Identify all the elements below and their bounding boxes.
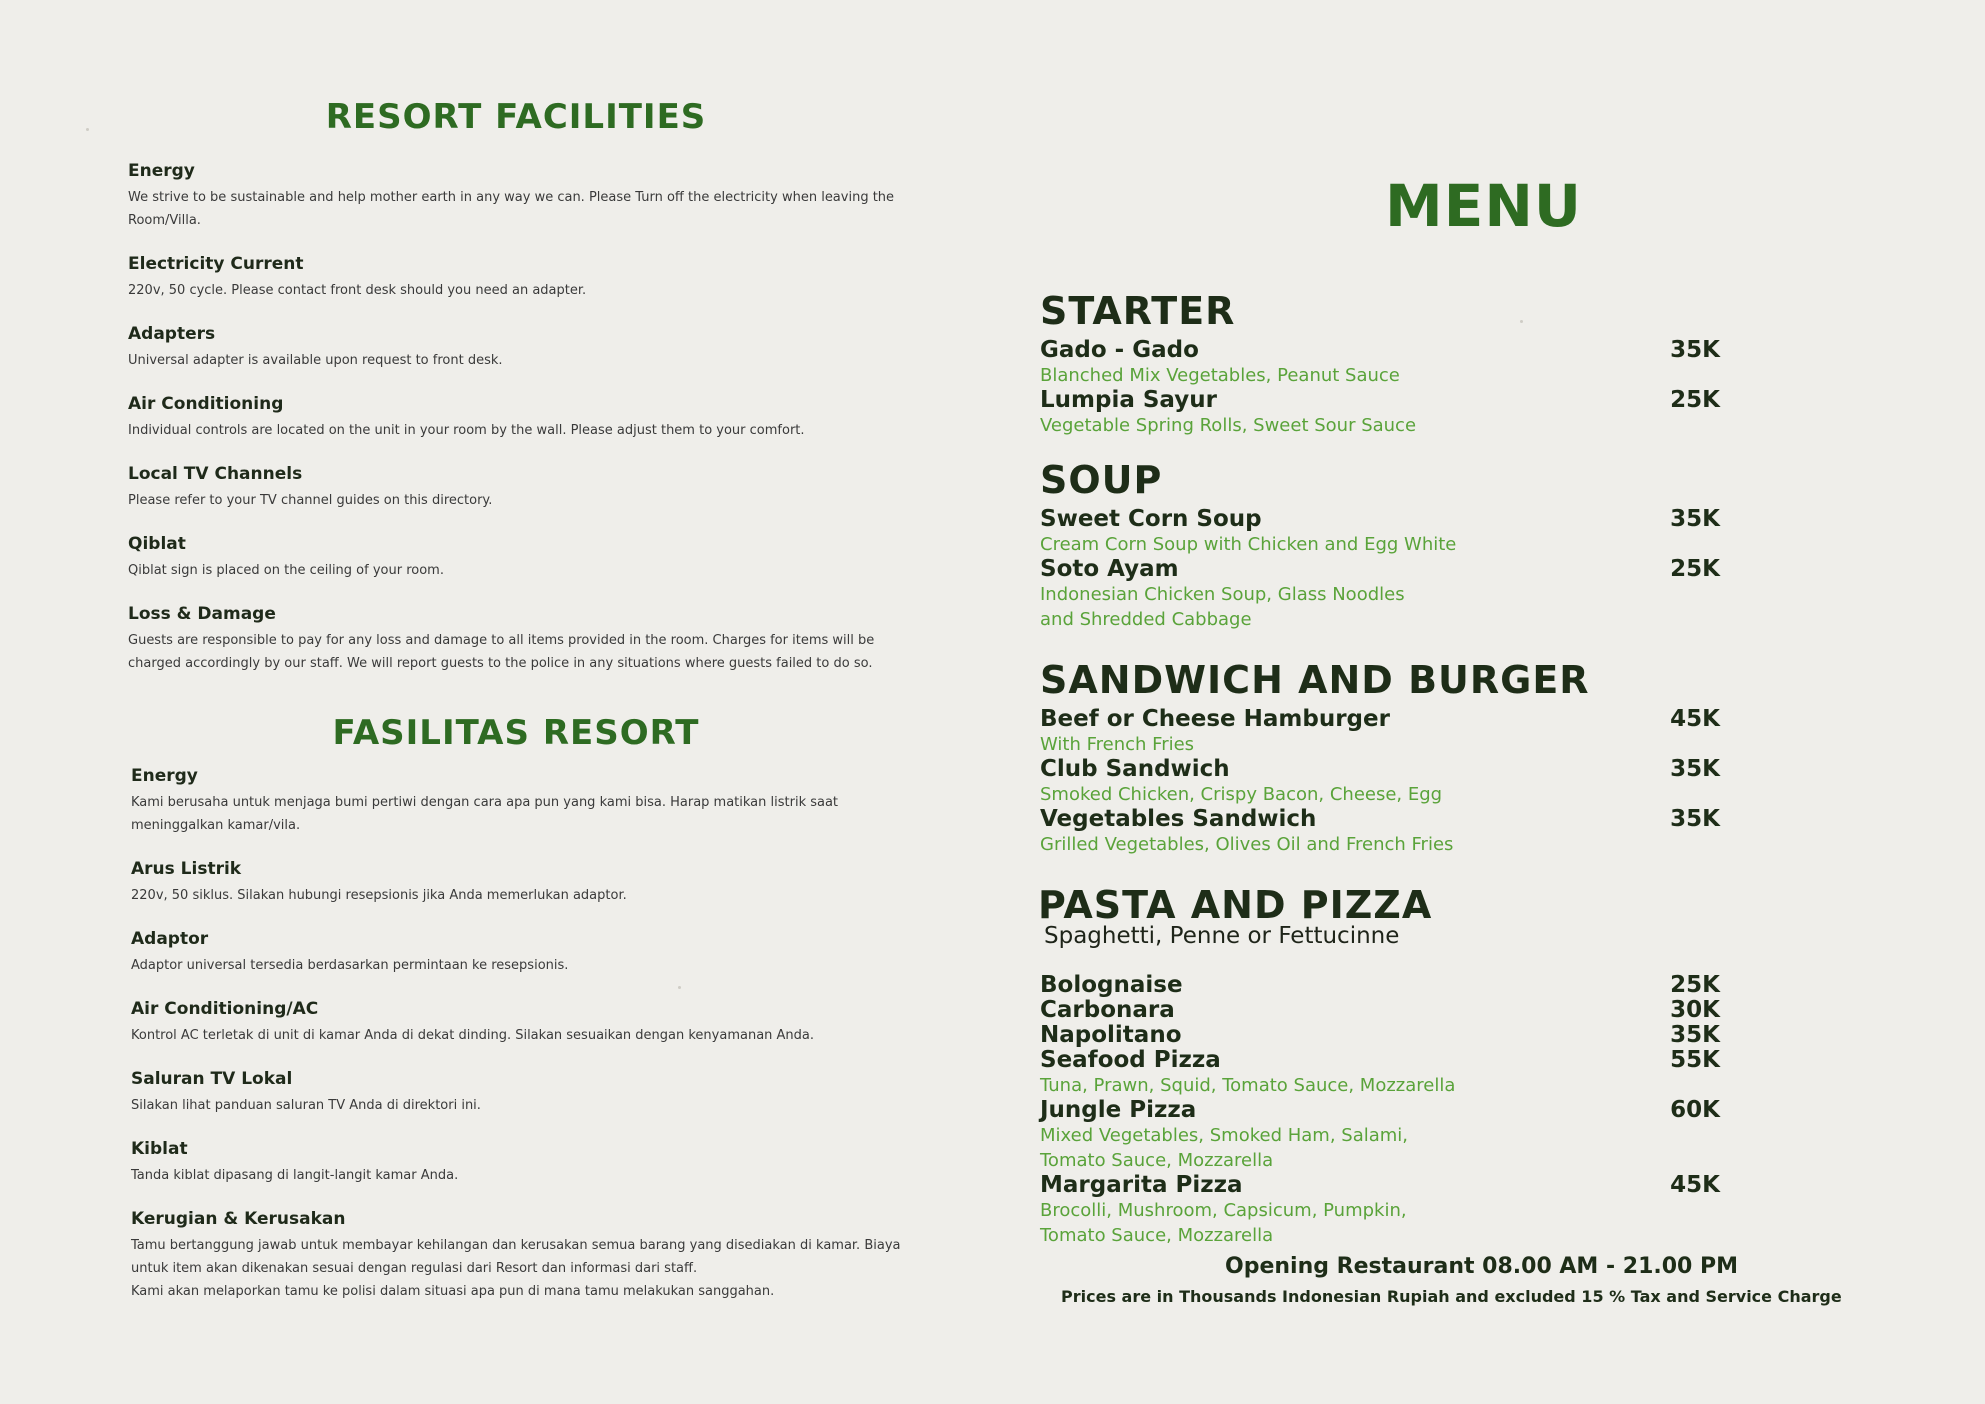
section-title-pasta-pizza: PASTA AND PIZZA [1038, 883, 1433, 927]
menu-item [1040, 556, 1720, 632]
paper-speck [1520, 320, 1523, 323]
menu-item [1040, 997, 1720, 1023]
facility-item [131, 998, 911, 1047]
facility-heading: Kerugian & Kerusakan [131, 1209, 346, 1229]
menu-item-desc: Mixed Vegetables, Smoked Ham, Salami, [1040, 1125, 1409, 1146]
menu-item [1040, 1022, 1720, 1048]
menu-item-name: Gado - Gado [1040, 337, 1199, 363]
paper-speck [86, 128, 89, 131]
facility-item [128, 160, 908, 232]
facility-text: Adaptor universal tersedia berdasarkan permintaan ke resepsionis. [131, 958, 569, 973]
facility-item [131, 1208, 911, 1303]
menu-item-desc: Tuna, Prawn, Squid, Tomato Sauce, Mozzarella [1040, 1075, 1456, 1096]
menu-item [1040, 1172, 1720, 1248]
facility-heading: Adapters [128, 324, 216, 344]
facility-text: We strive to be sustainable and help mother earth in any way we can. Please Turn off the electricity when leaving the Room/Villa. [128, 190, 895, 228]
facility-item [131, 858, 911, 907]
facility-item [128, 323, 908, 372]
menu-item-price: 35K [1670, 506, 1720, 532]
menu-item-price: 35K [1670, 756, 1720, 782]
facility-heading: Qiblat [128, 534, 186, 554]
facility-text: Kami akan melaporkan tamu ke polisi dalam situasi apa pun di mana tamu melakukan sanggahan. [131, 1284, 775, 1299]
menu-item-name: Lumpia Sayur [1040, 387, 1217, 413]
price-note: Prices are in Thousands Indonesian Rupiah and excluded 15 % Tax and Service Charge [1061, 1287, 1842, 1306]
facility-heading: Kiblat [131, 1139, 188, 1159]
menu-item-name: Carbonara [1040, 997, 1175, 1023]
menu-item-price: 45K [1670, 1172, 1720, 1198]
facility-text: Individual controls are located on the unit in your room by the wall. Please adjust them to your comfort. [128, 423, 805, 438]
facility-text: Silakan lihat panduan saluran TV Anda di direktori ini. [131, 1098, 481, 1113]
menu-item [1040, 1097, 1720, 1173]
section-title-soup: SOUP [1040, 458, 1163, 502]
menu-item-desc: Vegetable Spring Rolls, Sweet Sour Sauce [1040, 415, 1417, 436]
facility-text: Universal adapter is available upon request to front desk. [128, 353, 503, 368]
section-title-sandwich-burger: SANDWICH AND BURGER [1040, 658, 1590, 702]
menu-item-desc: Smoked Chicken, Crispy Bacon, Cheese, Egg [1040, 784, 1443, 805]
facility-heading: Air Conditioning [128, 394, 284, 414]
menu-item [1040, 506, 1720, 557]
menu-item-price: 60K [1670, 1097, 1720, 1123]
facility-text: Guests are responsible to pay for any loss and damage to all items provided in the room. Charges for items will be charged accordingly by our staff. We will report guests to the police in any situations where guests failed to do so. [128, 633, 875, 671]
menu-item-price: 35K [1670, 1022, 1720, 1048]
facility-heading: Energy [128, 161, 195, 181]
facility-text: Tanda kiblat dipasang di langit-langit kamar Anda. [131, 1168, 459, 1183]
paper-speck [678, 986, 681, 989]
facility-heading: Electricity Current [128, 254, 304, 274]
menu-item-desc: Indonesian Chicken Soup, Glass Noodles [1040, 584, 1405, 605]
menu-item-desc: Blanched Mix Vegetables, Peanut Sauce [1040, 365, 1400, 386]
menu-item-name: Seafood Pizza [1040, 1047, 1221, 1073]
menu-item-price: 25K [1670, 972, 1720, 998]
facility-item [131, 1068, 911, 1117]
facility-heading: Local TV Channels [128, 464, 303, 484]
facility-heading: Arus Listrik [131, 859, 242, 879]
facility-text: Qiblat sign is placed on the ceiling of your room. [128, 563, 444, 578]
menu-item-price: 45K [1670, 706, 1720, 732]
facilities-en-title: RESORT FACILITIES [325, 97, 707, 137]
facility-heading: Adaptor [131, 929, 209, 949]
facility-item [131, 928, 911, 977]
menu-item-name: Napolitano [1040, 1022, 1182, 1048]
menu-item-desc: With French Fries [1040, 734, 1195, 755]
facility-item [128, 253, 908, 302]
facility-heading: Air Conditioning/AC [131, 999, 319, 1019]
menu-item-desc: and Shredded Cabbage [1040, 609, 1252, 630]
menu-item-price: 25K [1670, 556, 1720, 582]
menu-item-desc: Grilled Vegetables, Olives Oil and French Fries [1040, 834, 1454, 855]
menu-item-price: 35K [1670, 806, 1720, 832]
menu-item-price: 30K [1670, 997, 1720, 1023]
menu-item-name: Beef or Cheese Hamburger [1040, 706, 1390, 732]
facility-text: 220v, 50 siklus. Silakan hubungi resepsionis jika Anda memerlukan adaptor. [131, 888, 627, 903]
menu-item-desc: Tomato Sauce, Mozzarella [1040, 1225, 1274, 1246]
menu-item-price: 35K [1670, 337, 1720, 363]
facility-item [128, 533, 908, 582]
facility-item [128, 603, 908, 675]
facility-text: Kami berusaha untuk menjaga bumi pertiwi dengan cara apa pun yang kami bisa. Harap matikan listrik saat meninggalkan kamar/vila. [131, 795, 839, 833]
menu-item-name: Vegetables Sandwich [1040, 806, 1317, 832]
facility-heading: Saluran TV Lokal [131, 1069, 293, 1089]
facility-heading: Energy [131, 766, 198, 786]
facility-heading: Loss & Damage [128, 604, 276, 624]
facility-text: Tamu bertanggung jawab untuk membayar kehilangan dan kerusakan semua barang yang disediakan di kamar. Biaya untuk item akan dikenakan sesuai dengan regulasi dari Resort dan informasi dari staff. [131, 1238, 901, 1276]
facility-item [128, 463, 908, 512]
menu-item [1040, 387, 1720, 438]
facility-item [128, 393, 908, 442]
menu-item-price: 55K [1670, 1047, 1720, 1073]
menu-item-name: Margarita Pizza [1040, 1172, 1243, 1198]
menu-item-name: Soto Ayam [1040, 556, 1179, 582]
menu-item [1040, 706, 1720, 757]
menu-item-name: Bolognaise [1040, 972, 1183, 998]
menu-item-desc: Cream Corn Soup with Chicken and Egg White [1040, 534, 1457, 555]
menu-item [1040, 972, 1720, 998]
facility-text: Kontrol AC terletak di unit di kamar Anda di dekat dinding. Silakan sesuaikan dengan kenyamanan Anda. [131, 1028, 815, 1043]
menu-item [1040, 806, 1720, 857]
menu-item-name: Jungle Pizza [1040, 1097, 1197, 1123]
facility-item [131, 1138, 911, 1187]
facilities-id-title: FASILITAS RESORT [332, 713, 700, 753]
menu-item-name: Club Sandwich [1040, 756, 1230, 782]
menu-item-desc: Brocolli, Mushroom, Capsicum, Pumpkin, [1040, 1200, 1407, 1221]
facility-text: Please refer to your TV channel guides on this directory. [128, 493, 493, 508]
menu-item [1040, 1047, 1720, 1098]
menu-item [1040, 337, 1720, 388]
section-subtitle: Spaghetti, Penne or Fettucinne [1044, 923, 1400, 949]
section-title-starter: STARTER [1040, 289, 1236, 333]
menu-item [1040, 756, 1720, 807]
menu-item-desc: Tomato Sauce, Mozzarella [1040, 1150, 1274, 1171]
menu-title: MENU [1385, 172, 1582, 240]
facility-item [131, 765, 911, 837]
opening-hours: Opening Restaurant 08.00 AM - 21.00 PM [1225, 1254, 1739, 1279]
menu-item-name: Sweet Corn Soup [1040, 506, 1262, 532]
facility-text: 220v, 50 cycle. Please contact front desk should you need an adapter. [128, 283, 587, 298]
menu-item-price: 25K [1670, 387, 1720, 413]
